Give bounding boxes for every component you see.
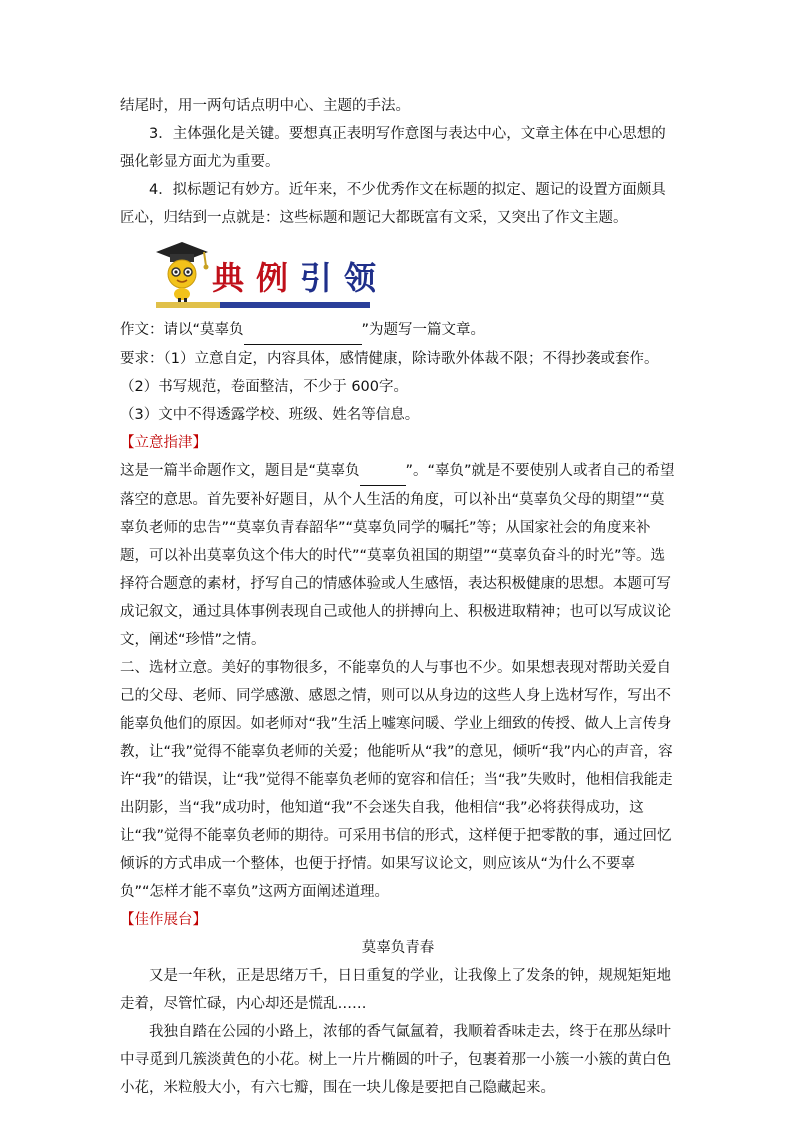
essay-paragraph-1: 又是一年秋，正是思绪万千，日日重复的学业，让我像上了发条的钟，规规矩矩地走着，尽管忙碌，内心却还是慌乱…… — [120, 968, 671, 1012]
banner-char-2: 例 — [256, 259, 301, 297]
idea-paragraph-2: 二、选材立意。美好的事物很多，不能辜负的人与事也不少。如果想表现对帮助关爱自己的父母、老师、同学感激、感恩之情，则可以从身边的这些人身上选材写作，写出不能辜负他们的原因。如老师对“我”生活上嘘寒问暖、学业上细致的传授、做人上言传身教，让“我”觉得不能辜负老师的关爱；他能听从“我”的意见，倾听“我”内心的声音，容许“我”的错误，让“我”觉得不能辜负老师的宽容和信任；当“我”失败时，他相信我能走出阴影，当“我”成功时，他知道“我”不会迷失自我，他相信“我”必将获得成功，这让“我”觉得不能辜负老师的期待。可采用书信的形式，这样便于把零散的事，通过回忆倾诉的方式串成一个整体，也便于抒情。如果写议论文，则应该从“为什么不要辜负”“怎样才能不辜负”这两方面阐述道理。 — [120, 660, 673, 900]
graduate-mascot-icon — [150, 240, 214, 302]
paragraph-top-3: 4．拟标题记有妙方。近年来，不少优秀作文在标题的拟定、题记的设置方面颇具匠心，归结到一点就是：这些标题和题记大都既富有文采，又突出了作文主题。 — [120, 182, 666, 226]
paragraph-top-1: 结尾时，用一两句话点明中心、主题的手法。 — [120, 98, 410, 114]
prompt-line — [120, 316, 676, 345]
document-page — [120, 92, 676, 1102]
banner-char-3: 引 — [300, 259, 345, 297]
heading-sample: 【佳作展台】 — [120, 912, 207, 928]
prompt-text-before: 作文：请以“莫辜负 — [120, 322, 244, 338]
section-banner — [120, 240, 676, 310]
essay-title: 莫辜负青春 — [361, 940, 435, 956]
banner-char-4: 领 — [344, 259, 389, 297]
paragraph-top-2: 3．主体强化是关键。要想真正表明写作意图与表达中心，文章主体在中心思想的强化彰显方面尤为重要。 — [120, 126, 666, 170]
requirement-3: （3）文中不得透露学校、班级、姓名等信息。 — [120, 407, 420, 423]
idea-paragraph-1 — [120, 457, 676, 654]
idea-p1-after: ”。“辜负”就是不要使别人或者自己的希望落空的意思。首先要补好题目，从个人生活的角度，可以补出“莫辜负父母的期望”“莫辜负老师的忠告”“莫辜负青春韶华”“莫辜负同学的嘱托”等；从国家社会的角度来补题，可以补出莫辜负这个伟大的时代”“莫辜负祖国的期望”“莫辜负奋斗的时光”等。选择符合题意的素材，抒写自己的情感体验或人生感悟，表达积极健康的思想。本题可写成记叙文，通过具体事例表现自己或他人的拼搏向上、积极进取精神；也可以写成议论文，阐述“珍惜”之情。 — [120, 463, 675, 648]
idea-blank — [360, 457, 406, 486]
banner-char-1: 典 — [212, 259, 257, 297]
heading-idea: 【立意指津】 — [120, 435, 207, 451]
prompt-text-after: ”为题写一篇文章。 — [361, 322, 486, 338]
essay-paragraph-2: 我独自踏在公园的小路上，浓郁的香气氤氲着，我顺着香味走去，终于在那丛绿叶中寻觅到几簇淡黄色的小花。树上一片片椭圆的叶子，包裹着那一小簇一小簇的黄白色小花，米粒般大小，有六七瓣，围在一块儿像是要把自己隐藏起来。 — [120, 1024, 671, 1096]
prompt-blank — [244, 316, 362, 345]
idea-p1-before: 这是一篇半命题作文，题目是“莫辜负 — [120, 463, 360, 479]
requirement-2: （2）书写规范，卷面整洁，不少于 600字。 — [120, 379, 409, 395]
banner-title — [212, 258, 388, 298]
banner-underline — [156, 302, 370, 308]
requirement-1: 要求：（1）立意自定，内容具体，感情健康，除诗歌外体裁不限；不得抄袭或套作。 — [120, 351, 659, 367]
